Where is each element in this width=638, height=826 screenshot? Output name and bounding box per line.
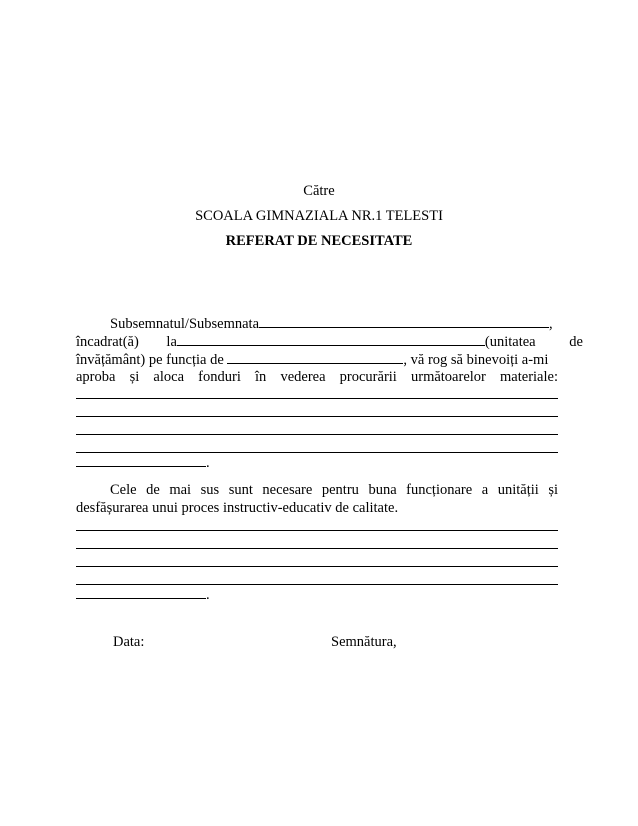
materials-blank-line[interactable] (76, 398, 558, 399)
materials-short-blank[interactable] (76, 454, 206, 467)
paragraph1-line4: aproba și aloca fonduri în vederea procurării următoarelor materiale: (76, 369, 558, 385)
justification-blank-line[interactable] (76, 530, 558, 531)
paragraph1-line2 (76, 333, 583, 351)
paragraph1-line3 (76, 351, 558, 369)
justification-blank-end (76, 586, 210, 604)
date-label: Data: (113, 634, 145, 650)
justification-blank-line[interactable] (76, 548, 558, 549)
school-name: SCOALA GIMNAZIALA NR.1 TELESTI (195, 208, 443, 224)
period: . (206, 587, 210, 603)
comma: , (549, 316, 553, 332)
recipient-label: Către (303, 183, 335, 199)
justification-blank-line[interactable] (76, 566, 558, 567)
paragraph2-line1: Cele de mai sus sunt necesare pentru buna funcționare a unității și (110, 482, 558, 498)
materials-blank-end (76, 454, 210, 472)
position-blank[interactable] (227, 351, 403, 364)
justification-short-blank[interactable] (76, 586, 206, 599)
paragraph2-line2: desfășurarea unui proces instructiv-educativ de calitate. (76, 500, 399, 516)
period: . (206, 455, 210, 471)
materials-blank-line[interactable] (76, 452, 558, 453)
institution-blank[interactable] (177, 333, 485, 346)
document-title: REFERAT DE NECESITATE (225, 233, 413, 249)
materials-blank-line[interactable] (76, 416, 558, 417)
paragraph1-line1 (110, 315, 558, 333)
request-text: , vă rog să binevoiți a-mi (403, 352, 549, 368)
materials-blank-line[interactable] (76, 434, 558, 435)
position-label: învățământ) pe funcția de (76, 352, 224, 368)
name-blank[interactable] (259, 315, 549, 328)
signature-label: Semnătura, (331, 634, 397, 650)
employed-at-label: încadrat(ă) la (76, 334, 177, 350)
undersigned-label: Subsemnatul/Subsemnata (110, 316, 260, 332)
justification-blank-line[interactable] (76, 584, 558, 585)
unit-label: (unitatea de (484, 334, 583, 350)
